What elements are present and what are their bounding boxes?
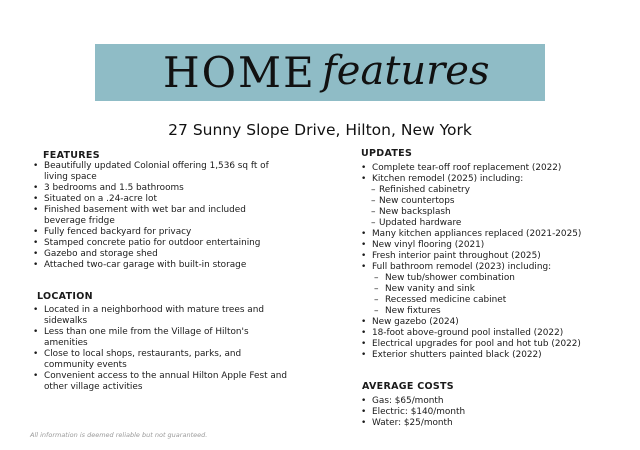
list-item: • Attached two-car garage with built-in storage	[31, 260, 281, 271]
list-item: • Electrical upgrades for pool and hot tub (2022)	[359, 339, 629, 350]
property-address: 27 Sunny Slope Drive, Hilton, New York	[168, 121, 472, 139]
banner-title-features: features	[322, 48, 490, 94]
list-item: • Gazebo and storage shed	[31, 249, 281, 260]
disclaimer: All information is deemed reliable but not guaranteed.	[30, 431, 208, 439]
list-item: • Water: $25/month	[359, 418, 559, 429]
list-item: • Located in a neighborhood with mature trees and sidewalks	[31, 305, 289, 327]
list-item: • Full bathroom remodel (2023) including:	[359, 262, 629, 273]
list-item: • 3 bedrooms and 1.5 bathrooms	[31, 183, 281, 194]
features-list	[31, 161, 281, 271]
list-item: • Close to local shops, restaurants, parks, and community events	[31, 349, 289, 371]
sub-list-item: – Updated hardware	[359, 218, 629, 229]
sub-list-item: – New backsplash	[359, 207, 629, 218]
list-item: • Kitchen remodel (2025) including:	[359, 174, 629, 185]
features-heading: FEATURES	[43, 150, 100, 161]
banner-title-home: HOME	[163, 48, 316, 97]
location-list	[31, 305, 289, 393]
list-item: • Gas: $65/month	[359, 396, 559, 407]
average-costs-list	[359, 396, 559, 429]
list-item: • Exterior shutters painted black (2022)	[359, 350, 629, 361]
sub-list-item: – New fixtures	[359, 306, 629, 317]
list-item: • Situated on a .24-acre lot	[31, 194, 281, 205]
list-item: • New gazebo (2024)	[359, 317, 629, 328]
sub-list-item: – New countertops	[359, 196, 629, 207]
sub-list-item: – Refinished cabinetry	[359, 185, 629, 196]
list-item: • Beautifully updated Colonial offering 1,536 sq ft of living space	[31, 161, 281, 183]
list-item: • Fresh interior paint throughout (2025)	[359, 251, 629, 262]
sub-list-item: – New vanity and sink	[359, 284, 629, 295]
list-item: • New vinyl flooring (2021)	[359, 240, 629, 251]
list-item: • Fully fenced backyard for privacy	[31, 227, 281, 238]
list-item: • Many kitchen appliances replaced (2021-2025)	[359, 229, 629, 240]
average-costs-heading: AVERAGE COSTS	[362, 381, 454, 392]
list-item: • Stamped concrete patio for outdoor entertaining	[31, 238, 281, 249]
list-item: • Convenient access to the annual Hilton Apple Fest and other village activities	[31, 371, 289, 393]
list-item: • Complete tear-off roof replacement (2022)	[359, 163, 629, 174]
list-item: • Electric: $140/month	[359, 407, 559, 418]
list-item: • 18-foot above-ground pool installed (2022)	[359, 328, 629, 339]
sub-list-item: – Recessed medicine cabinet	[359, 295, 629, 306]
list-item: • Less than one mile from the Village of Hilton's amenities	[31, 327, 289, 349]
location-heading: LOCATION	[37, 291, 93, 302]
sub-list-item: – New tub/shower combination	[359, 273, 629, 284]
updates-heading: UPDATES	[361, 148, 413, 159]
updates-list	[359, 163, 629, 361]
list-item: • Finished basement with wet bar and included beverage fridge	[31, 205, 281, 227]
